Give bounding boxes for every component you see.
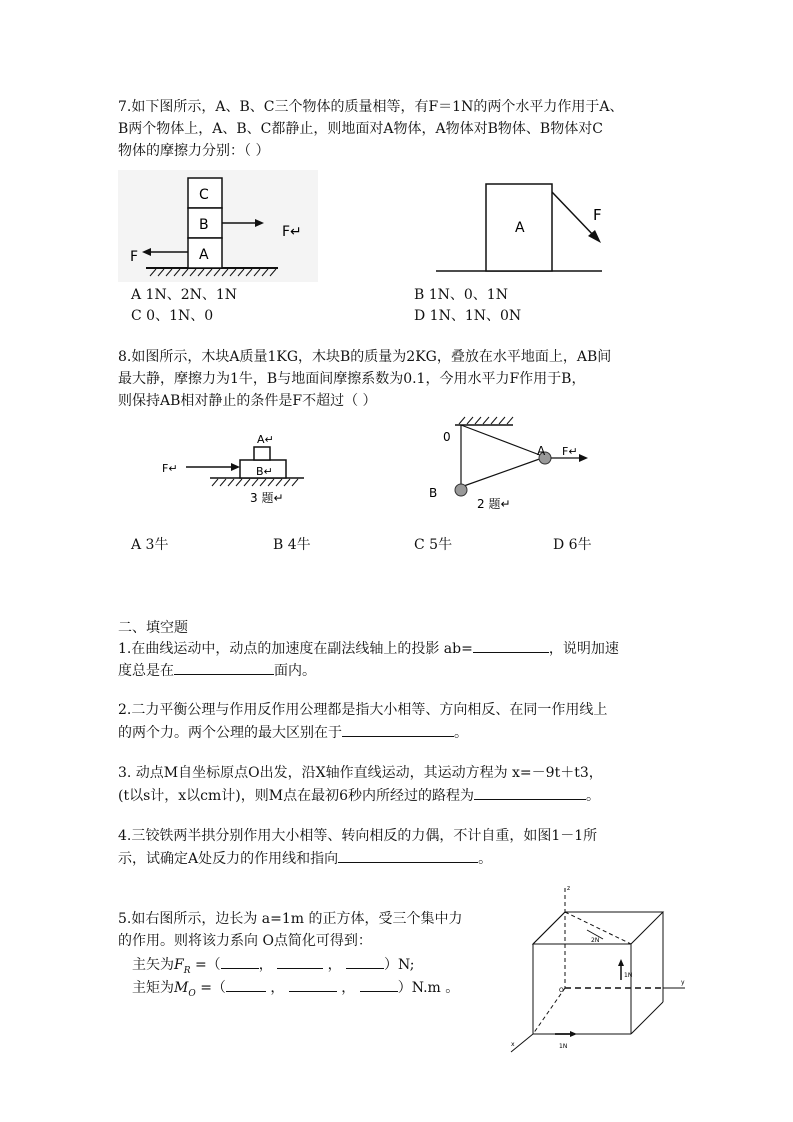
mo-y-blank[interactable] (289, 976, 337, 992)
q8-line-3: 则保持AB相对静止的条件是F不超过（ ） (118, 393, 377, 409)
q8-option-b[interactable]: B 4牛 (273, 537, 311, 553)
fig3-a-label: A↵ (257, 433, 274, 446)
q7-option-b[interactable]: B 1N、0、1N (414, 287, 508, 303)
q8-option-a[interactable]: A 3牛 (131, 537, 169, 553)
section-2-heading: 二、填空题 (118, 620, 188, 636)
q8-figure-2 (425, 415, 595, 515)
force-f-incline-label: F (593, 206, 602, 224)
fill-q1-blank-2[interactable] (174, 659, 274, 675)
fig2-b-label: B (429, 486, 438, 500)
fill-q2-blank[interactable] (342, 721, 454, 737)
fill-q1-blank-1[interactable] (473, 637, 549, 653)
fig3-b-label: B↵ (256, 465, 273, 478)
vector-m-symbol: M (174, 980, 189, 996)
cube-label-o: O (559, 987, 564, 994)
q7-option-c[interactable]: C 0、1N、0 (131, 308, 214, 324)
fill-q1-line-1: 1.在曲线运动中，动点的加速度在副法线轴上的投影 ab= ，说明加速 (118, 637, 619, 660)
fill-q1-line-2: 度总是在 面内。 (118, 659, 316, 682)
block-c-label: C (199, 187, 209, 203)
fill-q4-blank[interactable] (338, 847, 478, 863)
fill-q5-main-moment: 主矩为$M_O$ =（ ， ， ）N.m 。 (132, 976, 459, 1005)
block-a-label-2: A (515, 220, 525, 236)
fill-q3-line-2: (t以s计，x以cm计)，则M点在最初6秒内所经过的路程为 。 (118, 784, 600, 807)
force-f-left-label: F (130, 249, 139, 265)
fig2-caption: 2 题↵ (477, 497, 511, 511)
fill-q2-line-1: 2.二力平衡公理与作用反作用公理都是指大小相等、方向相反、在同一作用线上 (118, 702, 608, 718)
q5-cube-figure (505, 884, 690, 1056)
fr-z-blank[interactable] (346, 953, 384, 969)
fig2-a-label: A (537, 444, 546, 458)
force-f-right-label: F↵ (282, 224, 302, 240)
fill-q3-blank[interactable] (474, 784, 586, 800)
fill-q5-line-1: 5.如右图所示，边长为 a=1m 的正方体，受三个集中力 (118, 911, 463, 927)
fill-q5-line-2: 的作用。则将该力系向 O点简化可得到： (118, 933, 372, 949)
cube-label-right: 1N (624, 972, 633, 979)
q8-line-1: 8.如图所示，木块A质量1KG，木块B的质量为2KG，叠放在水平地面上，AB间 (118, 349, 612, 365)
q7-figure-stacked-blocks (118, 170, 318, 282)
fig3-f-label: F↵ (162, 462, 178, 475)
mo-z-blank[interactable] (360, 976, 398, 992)
vector-f-symbol: F (174, 957, 184, 973)
q7-figure-block-a (436, 180, 606, 275)
cube-label-z: z (567, 885, 571, 892)
mo-x-blank[interactable] (226, 976, 266, 992)
q7-line-2: B两个物体上，A、B、C都静止，则地面对A物体，A物体对B物体、B物体对C (118, 121, 603, 137)
q7-line-1: 7.如下图所示，A、B、C三个物体的质量相等，有F＝1N的两个水平力作用于A、 (118, 99, 624, 115)
q7-option-a[interactable]: A 1N、2N、1N (131, 287, 238, 303)
fr-y-blank[interactable] (277, 953, 323, 969)
fig2-f-label: F↵ (562, 445, 578, 458)
q8-option-d[interactable]: D 6牛 (553, 537, 592, 553)
fig3-caption: 3 题↵ (250, 491, 284, 505)
cube-label-2n: 2N (591, 937, 600, 944)
q7-option-d[interactable]: D 1N、1N、0N (414, 308, 522, 324)
q8-option-c[interactable]: C 5牛 (414, 537, 453, 553)
fr-x-blank[interactable] (221, 953, 259, 969)
block-a-label: A (199, 247, 209, 263)
q7-line-3: 物体的摩擦力分别：（ ） (118, 143, 270, 159)
q8-line-2: 最大静，摩擦力为1牛，B与地面间摩擦系数为0.1，今用水平力F作用于B， (118, 371, 586, 387)
fill-q2-line-2: 的两个力。两个公理的最大区别在于 。 (118, 721, 468, 744)
fill-q5-main-vector: 主矢为$F_R$ =（ ， ， ）N; (132, 953, 415, 982)
cube-label-bottom: 1N (559, 1043, 568, 1050)
block-b-label: B (199, 217, 209, 233)
fig2-o-label: 0 (443, 430, 451, 444)
fill-q4-line-2: 示，试确定A处反力的作用线和指向 。 (118, 847, 492, 870)
fill-q3-line-1: 3. 动点M自坐标原点O出发，沿X轴作直线运动，其运动方程为 x=－9t＋t3， (118, 765, 603, 781)
fill-q4-line-1: 4.三铰铁两半拱分别作用大小相等、转向相反的力偶，不计自重，如图1－1所 (118, 828, 598, 844)
cube-label-x: x (511, 1041, 515, 1048)
q8-figure-3 (158, 430, 308, 510)
cube-label-y: y (681, 979, 685, 986)
